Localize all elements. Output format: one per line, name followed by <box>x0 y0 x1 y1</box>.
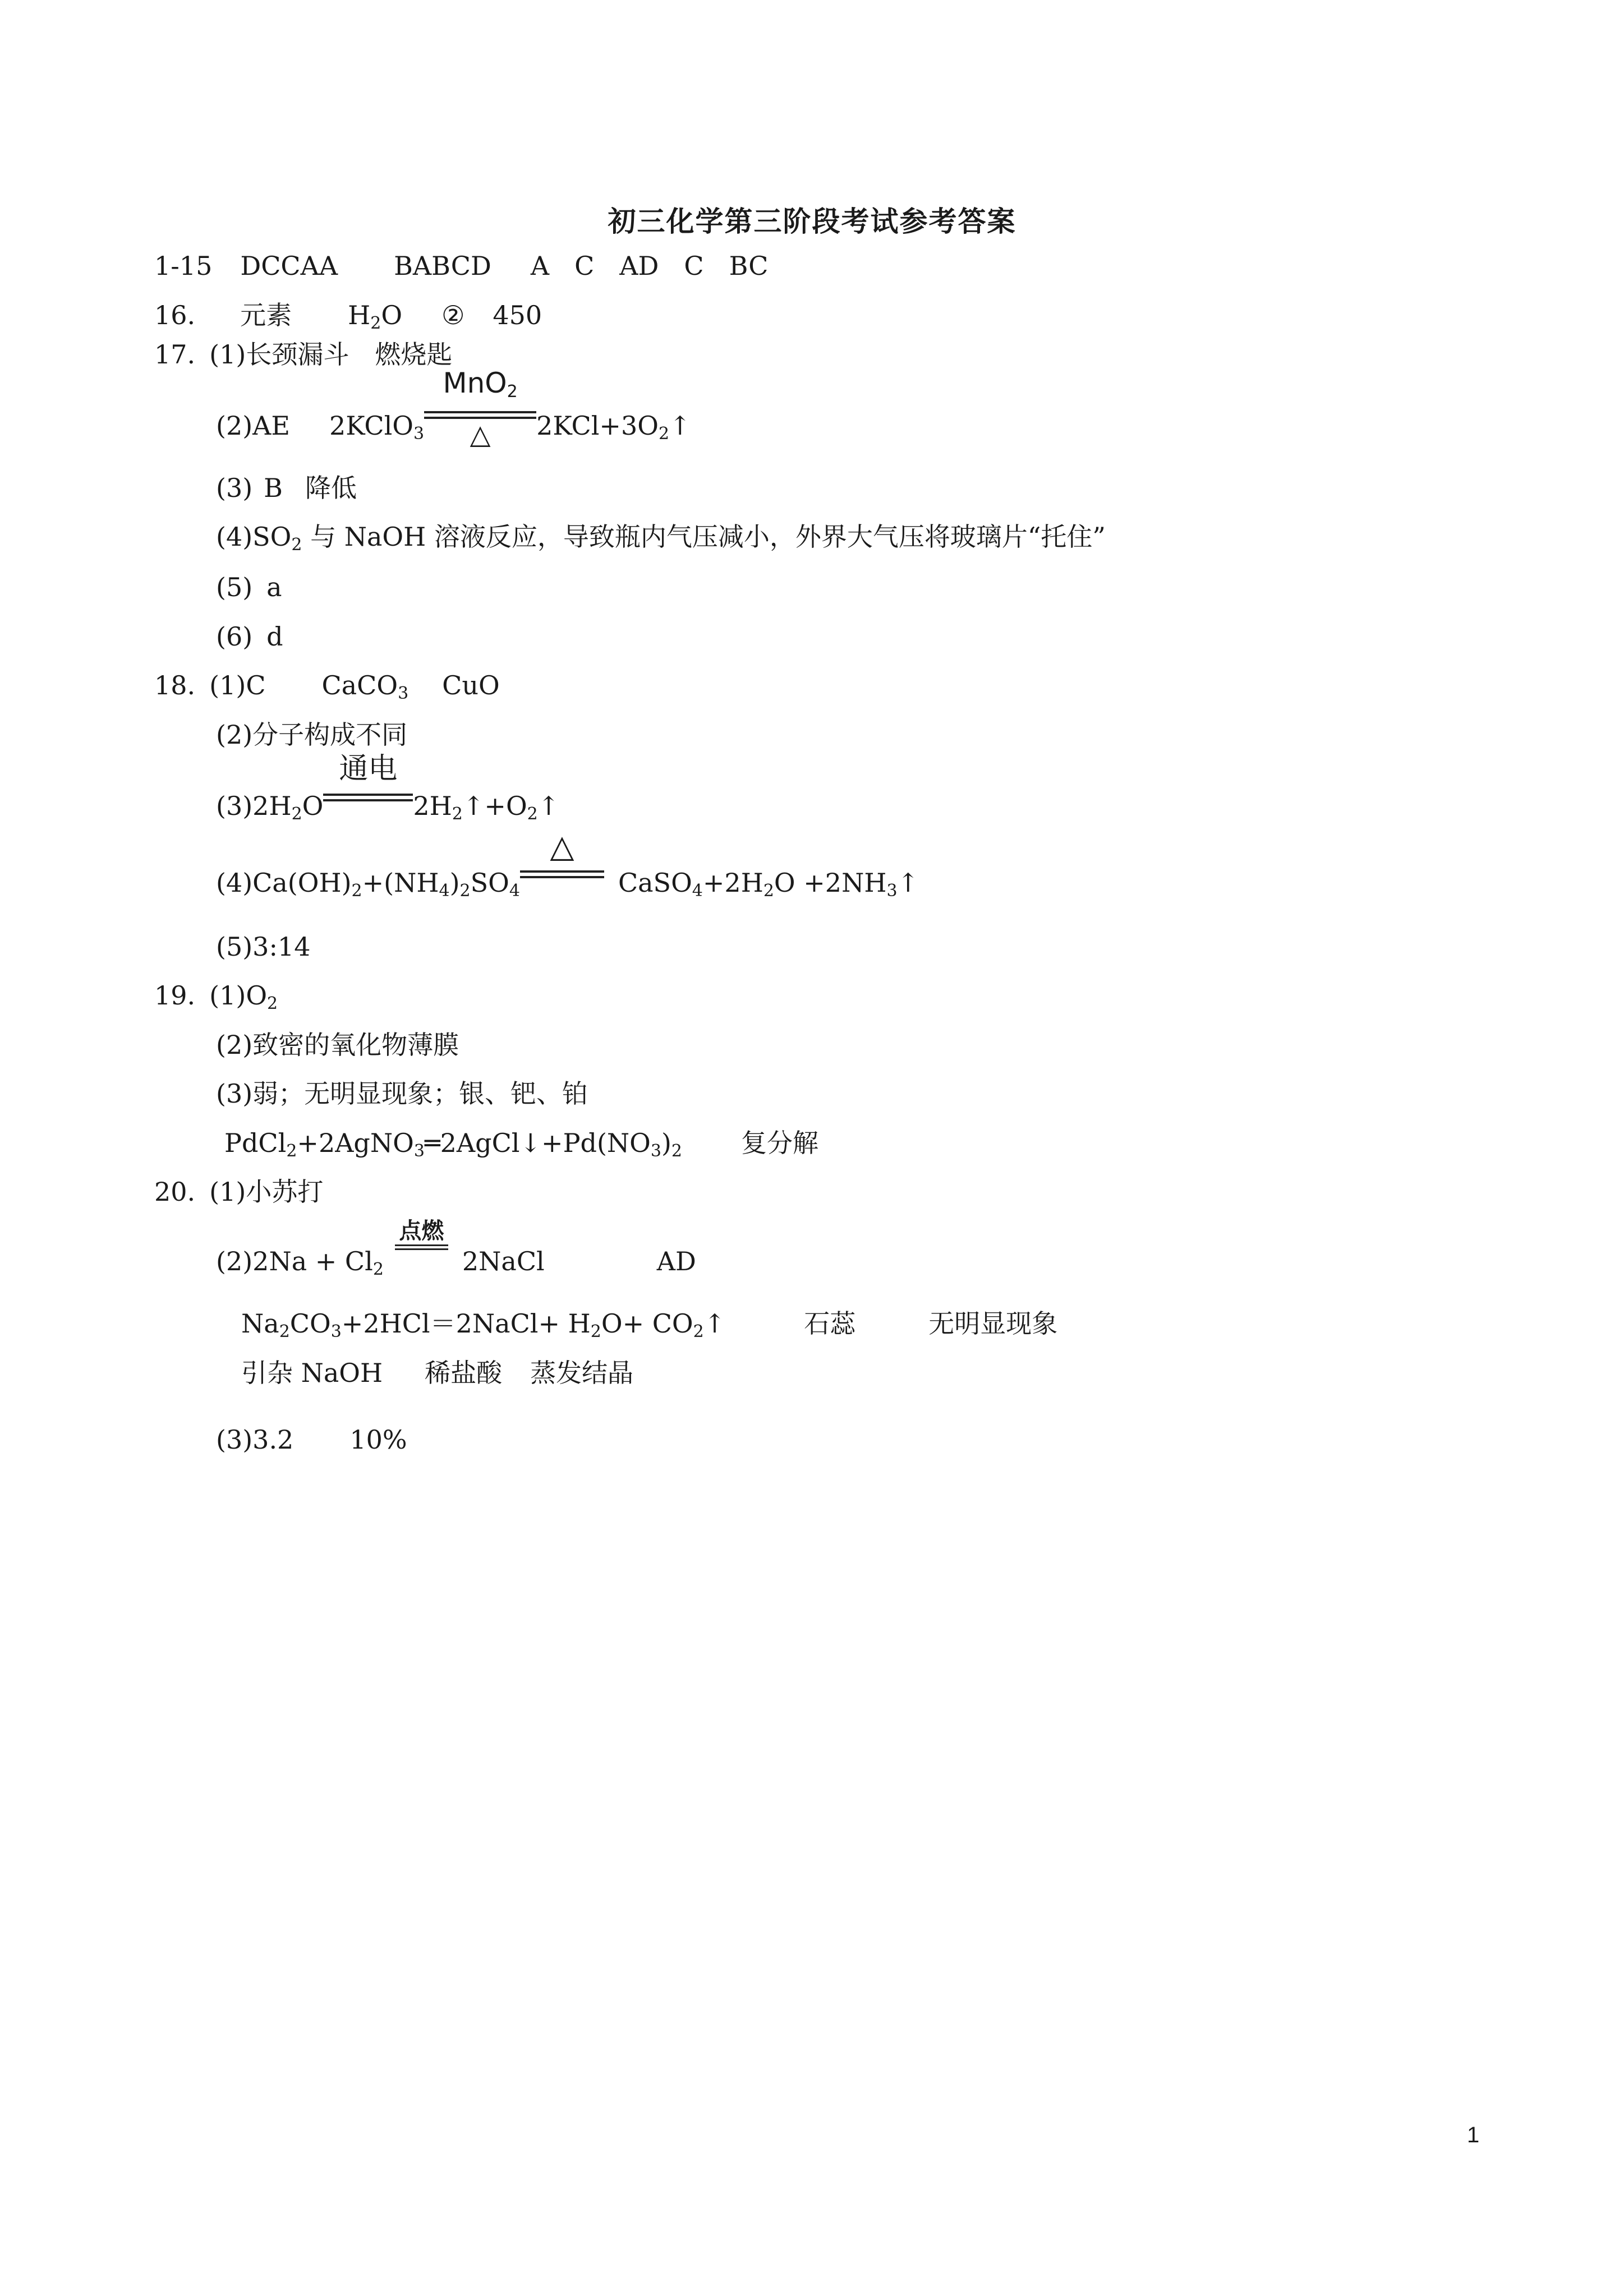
question-number: 18. <box>154 670 196 700</box>
page-number: 1 <box>1467 2123 1480 2147</box>
answer-a: a <box>266 572 282 602</box>
answer-15: BC <box>729 251 769 281</box>
part-label: (2) <box>216 411 253 441</box>
part-label: (5) <box>216 932 253 962</box>
formula-caco3: CaCO$_3$ <box>321 670 409 703</box>
answer-11: A <box>530 251 550 281</box>
answer-a: d <box>266 621 283 652</box>
question-number: 16. <box>154 300 196 330</box>
part-label: (4) <box>216 868 253 898</box>
formula-o2: $O_2$ <box>246 980 278 1013</box>
reaction-condition <box>424 367 536 450</box>
answer-a: 3.2 <box>252 1424 294 1455</box>
answer-line-18-3 <box>216 752 560 824</box>
answer-line-18-4 <box>216 828 919 901</box>
answer-text: 致密的氧化物薄膜 <box>252 1030 459 1060</box>
answer-line-19-3-equation <box>224 1126 818 1160</box>
answer-line-1-15 <box>154 249 768 283</box>
answer-line-16 <box>154 298 542 332</box>
part-label: (5) <box>216 572 253 602</box>
part-label: (1) <box>209 670 246 700</box>
equation-lhs: $Ca(OH)_2+(NH_4)_2SO_4$ <box>252 868 520 901</box>
part-label: (1) <box>209 980 246 1011</box>
formula-so2: $SO_2$ <box>252 522 302 555</box>
answer-b: 降低 <box>305 473 357 503</box>
answer-a: AE <box>252 411 290 441</box>
answer-line-20-2 <box>216 1218 696 1279</box>
answer-line-17-1 <box>154 338 452 371</box>
answer-line-17-3 <box>216 471 357 505</box>
answer-c: CuO <box>442 670 500 700</box>
page-title: 初三化学第三阶段考试参考答案 <box>608 205 1016 238</box>
answer-line-19-3 <box>216 1077 588 1110</box>
reaction-condition <box>520 828 604 892</box>
answer-line-20-2-extra <box>241 1356 633 1390</box>
question-number: 19. <box>154 980 196 1011</box>
part-label: (3) <box>216 473 253 503</box>
answer-line-17-4 <box>216 520 1106 554</box>
answer-text: 长颈漏斗 燃烧匙 <box>246 339 453 370</box>
question-number: 17. <box>154 339 196 370</box>
part-label: (3) <box>216 791 253 821</box>
observation: 无明显现象 <box>928 1308 1058 1339</box>
equation: $PdCl_2+2AgNO_3═2AgCl↓+Pd(NO_3)_2$ <box>224 1128 683 1161</box>
question-number: 1-15 <box>154 251 213 281</box>
reaction-condition <box>395 1218 448 1270</box>
ignition-label: 点燃 <box>399 1218 444 1244</box>
answer-b: 稀盐酸 <box>425 1358 503 1388</box>
answer-a: 3:14 <box>252 932 311 962</box>
part-label: (1) <box>209 339 246 370</box>
answer-line-19-1 <box>154 979 278 1012</box>
answer-a: C <box>246 670 266 700</box>
answer-line-19-2 <box>216 1028 459 1062</box>
answer-14: C <box>684 251 704 281</box>
question-number: 20. <box>154 1177 196 1207</box>
answer-12: C <box>574 251 595 281</box>
reaction-type: 复分解 <box>741 1128 819 1158</box>
answer-a: 引杂 NaOH <box>241 1358 383 1388</box>
answer-text: 小苏打 <box>246 1177 324 1207</box>
electrolysis-label: 通电 <box>339 752 398 786</box>
answer-line-17-5 <box>216 570 282 604</box>
reaction-condition <box>323 752 413 815</box>
heat-symbol: △ <box>470 419 491 450</box>
heat-symbol: △ <box>550 828 574 865</box>
indicator: 石蕊 <box>804 1308 856 1339</box>
equation-rhs: $2H_2↑+O_2↑$ <box>413 791 560 824</box>
answer-line-17-6 <box>216 620 283 653</box>
equation-rhs: 2NaCl <box>462 1246 545 1276</box>
answer-line-20-2-equation <box>241 1307 1057 1340</box>
equation-lhs: 2KClO$_3$ <box>329 411 425 444</box>
answer-line-18-1 <box>154 668 500 702</box>
answer-text: 分子构成不同 <box>252 720 408 750</box>
answer-a: 元素 <box>240 300 292 330</box>
answer-group-2: BABCD <box>394 251 491 281</box>
equation-lhs: $2Na + Cl_2$ <box>252 1246 384 1279</box>
answer-d: 450 <box>493 300 542 330</box>
equation: $Na_2CO_3+2HCl=2NaCl+ H_2O+$ $CO_2↑$ <box>241 1308 726 1341</box>
answer-line-18-2 <box>216 718 407 751</box>
equation-rhs: $2KCl+3O_2↑$ <box>536 411 691 444</box>
answer-line-18-5 <box>216 930 310 963</box>
equals-bars <box>323 794 413 801</box>
part-label: (3) <box>216 1078 253 1109</box>
answer-line-20-3 <box>216 1423 407 1456</box>
answer-c: 蒸发结晶 <box>530 1358 634 1388</box>
answer-c: ② <box>441 300 465 330</box>
part-label: (6) <box>216 621 253 652</box>
part-label: (2) <box>216 1030 253 1060</box>
answer-text: 弱；无明显现象；银、钯、铂 <box>252 1078 588 1109</box>
answer-line-20-1 <box>154 1175 323 1209</box>
answer-13: AD <box>619 251 659 281</box>
equation-rhs: $CaSO_4+2H_2O$ $+2NH_3↑$ <box>618 868 919 901</box>
answer-b: 10% <box>349 1424 407 1455</box>
equation-lhs: $2H_2O$ <box>252 791 324 824</box>
answer-a: AD <box>656 1246 696 1276</box>
part-label: (1) <box>209 1177 246 1207</box>
equals-bars <box>520 870 604 878</box>
part-label: (3) <box>216 1424 253 1455</box>
answer-text: 与 NaOH 溶液反应，导致瓶内气压减小，外界大气压将玻璃片“托住” <box>302 522 1106 552</box>
catalyst-label: MnO$_2$ <box>443 367 518 402</box>
answer-line-17-2 <box>216 367 691 450</box>
part-label: (2) <box>216 720 253 750</box>
part-label: (4) <box>216 522 253 552</box>
answer-a: B <box>264 473 283 503</box>
part-label: (2) <box>216 1246 253 1276</box>
formula-h2o: $H_2O$ <box>348 300 403 333</box>
answer-group-1: DCCAA <box>240 251 338 281</box>
